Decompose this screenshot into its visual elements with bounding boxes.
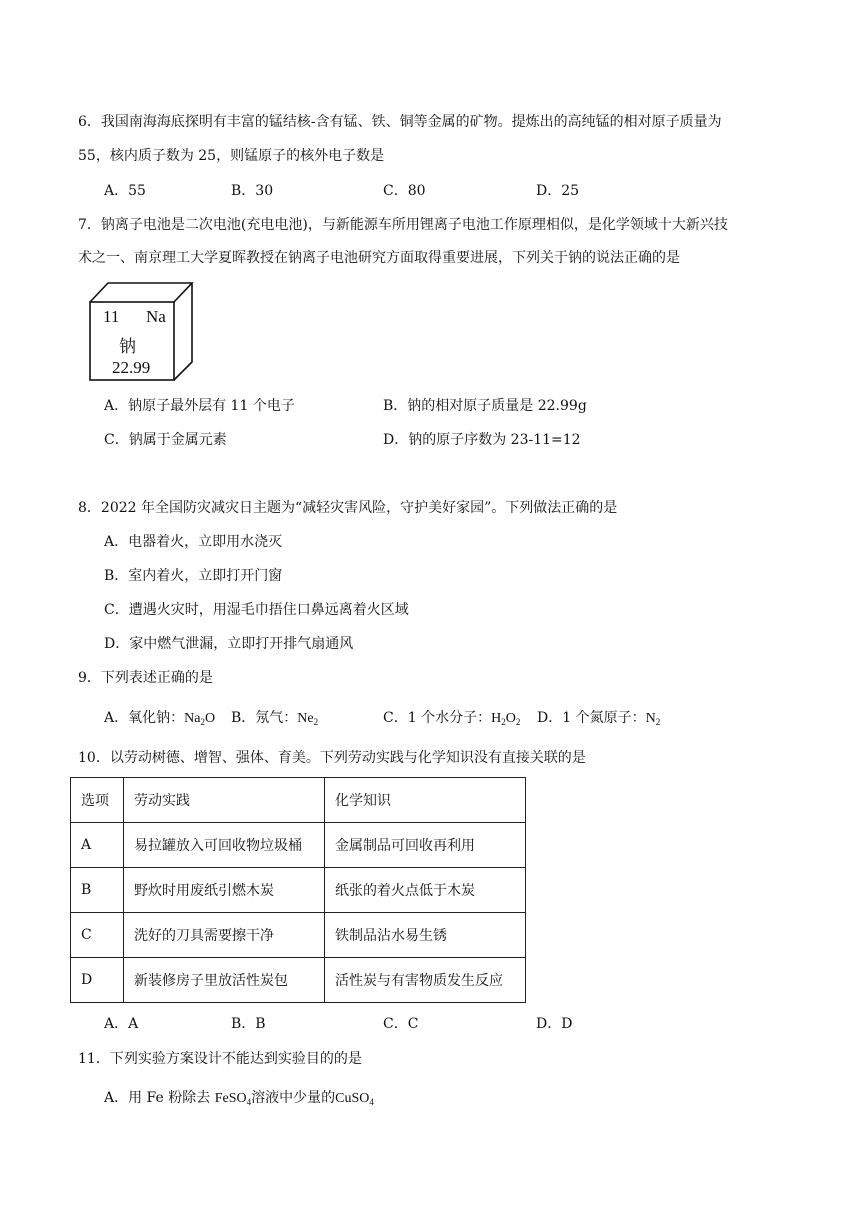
q9-a-formula-na: Na (184, 711, 201, 726)
table-cell: B (71, 868, 124, 913)
q9-option-d (537, 708, 660, 729)
element-name: 钠 (119, 337, 136, 357)
q9-d-sub: 2 (655, 717, 661, 727)
atomic-mass: 22.99 (112, 358, 151, 377)
q9-b-formula-ne: Ne (297, 711, 314, 726)
q9-c-sub1: 2 (501, 717, 506, 727)
q9-option-c (383, 708, 520, 729)
q9-c-formula-h: H (491, 711, 502, 726)
q9-b-sub: 2 (313, 717, 319, 727)
q9-option-b (231, 708, 318, 729)
q6-stem-line1: 6．我国南海海底探明有丰富的锰结核-含有锰、铁、铜等金属的矿物。提炼出的高纯锰的相对原子质量为 (78, 114, 722, 130)
table-header-cell: 劳动实践 (124, 778, 325, 823)
q9-a-formula-o: O (204, 711, 216, 726)
q9-a-sub: 2 (200, 717, 205, 727)
q8-option-d: D．家中燃气泄漏，立即打开排气扇通风 (104, 636, 354, 652)
table-cell: 活性炭与有害物质发生反应 (325, 958, 526, 1003)
q7-option-d: D．钠的原子序数为 23-11=12 (383, 432, 581, 448)
table-cell: A (71, 823, 124, 868)
q10-stem: 10．以劳动树德、增智、强体、育美。下列劳动实践与化学知识没有直接关联的是 (78, 750, 586, 766)
table-row (71, 823, 526, 868)
table-row (71, 913, 526, 958)
table-cell: 新装修房子里放活性炭包 (124, 958, 325, 1003)
table-cell: 金属制品可回收再利用 (325, 823, 526, 868)
q11-stem: 11．下列实验方案设计不能达到实验目的的是 (78, 1051, 362, 1067)
q6-stem-line2: 55，核内质子数为 25，则锰原子的核外电子数是 (78, 148, 385, 164)
q7-stem-line1: 7．钠离子电池是二次电池(充电电池)，与新能源车所用锂离子电池工作原理相似，是化学领域十大新兴技 (78, 217, 728, 233)
table-cell: 野炊时用废纸引燃木炭 (124, 868, 325, 913)
q8-option-b: B．室内着火，立即打开门窗 (104, 568, 283, 584)
q11-a-pre: A．用 Fe 粉除去 (104, 1090, 215, 1106)
q10-option-d: D．D (536, 1016, 573, 1032)
q11-a-formula1: FeSO (214, 1091, 247, 1106)
q6-option-c: C．80 (383, 183, 426, 199)
q10-option-b: B．B (231, 1016, 266, 1032)
q9-c-label: C．1 个水分子： (383, 710, 492, 726)
sodium-element-cube (84, 280, 196, 384)
q6-option-a: A．55 (104, 183, 146, 199)
q11-option-a (104, 1088, 374, 1109)
q8-stem: 8．2022 年全国防灾减灾日主题为“减轻灾害风险，守护美好家园”。下列做法正确的是 (78, 500, 618, 516)
q9-d-formula-n: N (645, 711, 656, 726)
atomic-number: 11 (103, 307, 120, 326)
table-row (71, 958, 526, 1003)
table-header-cell: 选项 (71, 778, 124, 823)
table-cell: 纸张的着火点低于木炭 (325, 868, 526, 913)
q11-a-mid: 溶液中少量的 (251, 1090, 336, 1106)
q10-option-a: A．A (104, 1016, 139, 1032)
q7-option-c: C．钠属于金属元素 (104, 432, 227, 448)
q11-a-sub1: 4 (246, 1097, 252, 1107)
q6-option-d: D．25 (536, 183, 580, 199)
table-header-row (71, 778, 526, 823)
table-cell: 易拉罐放入可回收物垃圾桶 (124, 823, 325, 868)
q9-option-a (104, 708, 215, 729)
table-cell: 铁制品沾水易生锈 (325, 913, 526, 958)
q8-option-a: A．电器着火，立即用水浇灭 (104, 534, 283, 550)
q10-option-c: C．C (383, 1016, 419, 1032)
q9-a-label: A．氧化钠： (104, 710, 185, 726)
q9-d-label: D．1 个氮原子： (537, 710, 646, 726)
table-cell: C (71, 913, 124, 958)
q9-c-sub2: 2 (515, 717, 521, 727)
q7-option-a: A．钠原子最外层有 11 个电子 (104, 398, 295, 414)
element-symbol: Na (146, 307, 166, 326)
table-header-cell: 化学知识 (325, 778, 526, 823)
q8-option-c: C．遭遇火灾时，用湿毛巾捂住口鼻远离着火区域 (104, 602, 409, 618)
table-cell: 洗好的刀具需要擦干净 (124, 913, 325, 958)
q11-a-sub2: 4 (369, 1097, 374, 1107)
q6-option-b: B．30 (231, 183, 274, 199)
q9-b-label: B．氖气： (231, 710, 298, 726)
table-cell: D (71, 958, 124, 1003)
q9-c-formula-o: O (505, 711, 516, 726)
q7-option-b: B．钠的相对原子质量是 22.99g (383, 398, 587, 414)
q9-stem: 9．下列表述正确的是 (78, 670, 213, 686)
q7-stem-line2: 术之一、南京理工大学夏晖教授在钠离子电池研究方面取得重要进展，下列关于钠的说法正确的是 (78, 250, 680, 266)
table-row (71, 868, 526, 913)
q11-a-formula2: CuSO (335, 1091, 370, 1106)
q10-table (70, 777, 526, 1003)
